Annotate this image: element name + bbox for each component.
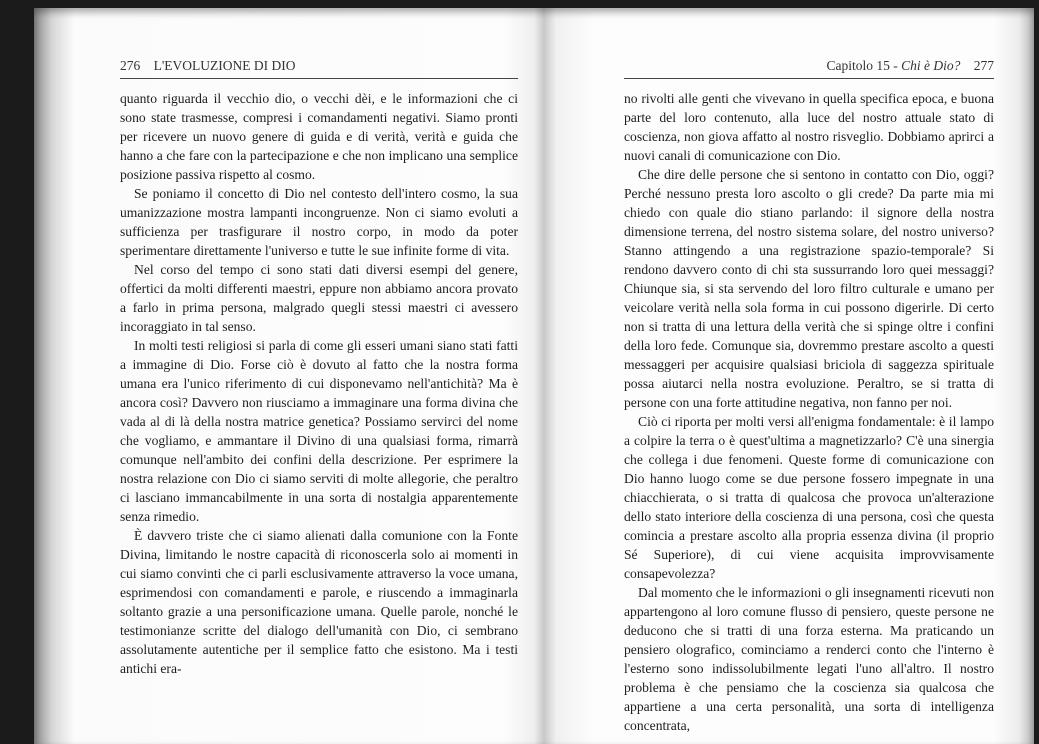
right-page-header	[624, 54, 994, 74]
header-rule	[120, 78, 518, 79]
paragraph: Dal momento che le informazioni o gli insegnamenti ricevuti non appartengono al loro comune flusso di pensiero, queste persone ne deducono che si tratti di una forza esterna. Ma praticando un pensiero olografico, cominciamo a renderci conto che l'interno è l'esterno sono indissolubilmente legati l'uno all'altro. Il nostro problema è che pensiamo che la coscienza sia qualcosa che appartiene a una certa personalità, una sorta di intelligenza concentrata,	[624, 585, 994, 733]
header-rule	[624, 78, 994, 79]
book-spread	[34, 8, 1034, 744]
paragraph: Ciò ci riporta per molti versi all'enigma fondamentale: è il lampo a colpire la terra o è quest'ultima a magnetizzarlo? C'è una sinergia che collega i due fenomeni. Queste forme di comunicazione con Dio hanno luogo come se due persone fossero impegnate in una chiacchierata, o si tratta di qualcosa che provoca un'alterazione dello stato interiore della coscienza di una persona, così che questa comincia a prestare ascolto alla propria essenza divina (il proprio Sé Superiore), di cui viene acquisita improvvisamente consapevolezza?	[624, 414, 994, 581]
paragraph: Se poniamo il concetto di Dio nel contesto dell'intero cosmo, la sua umanizzazione mostra lampanti incongruenze. Non ci siamo evoluti a sufficienza per trasfigurare il nostro corpo, in modo da poter sperimentare direttamente l'universo e tutte le sue infinite forme di vita.	[120, 186, 518, 258]
page-number: 277	[973, 58, 994, 73]
paragraph: È davvero triste che ci siamo alienati dalla comunione con la Fonte Divina, limitando le nostre capacità di riconoscerla solo ai momenti in cui siamo convinti che ci parli esclusivamente attraverso la voce umana, esprimendosi con comandamenti e parole, e riuscendo a immaginarla soltanto grazie a una personificazione umana. Quelle parole, nonché le testimonianze scritte del dialogo dell'umanità con Dio, ci sembrano assolutamente autentiche per il semplice fatto che esistono. Ma i testi antichi era-	[120, 528, 518, 676]
paragraph: quanto riguarda il vecchio dio, o vecchi dèi, e le informazioni che ci sono state trasmesse, compresi i comandamenti negativi. Siamo pronti per ricevere un nuovo genere di guida e di verità, verità e guida che hanno a che fare con la partecipazione e che non implicano una semplice posizione passiva rispetto al cosmo.	[120, 91, 518, 182]
left-page-header	[120, 54, 518, 74]
paragraph: no rivolti alle genti che vivevano in quella specifica epoca, e buona parte del loro contenuto, alla luce del nostro attuale stato di coscienza, non giova affatto al nostro risveglio. Dobbiamo aprirci a nuovi canali di comunicazione con Dio.	[624, 91, 994, 163]
page-number: 276	[120, 58, 141, 73]
running-title: L'EVOLUZIONE DI DIO	[153, 58, 296, 73]
chapter-label: Capitolo 15 -	[826, 58, 902, 73]
chapter-title: Chi è Dio?	[901, 58, 961, 73]
paragraph: In molti testi religiosi si parla di come gli esseri umani siano stati fatti a immagine di Dio. Forse ciò è dovuto al fatto che la nostra forma umana era l'unico riferimento di cui disponevamo nell'antichità? Ma è ancora così? Davvero non riusciamo a immaginare una forma divina che vada al di là della nostra matrice genetica? Possiamo servirci del nome che vogliamo, e ammantare il Divino di una qualsiasi forma, rimarrà comunque nell'ambito dei confini della descrizione. Per esprimere la nostra relazione con Dio ci siamo serviti di molte allegorie, che peraltro ci lasciano immancabilmente in una sorta di nostalgia apparentemente senza rimedio.	[120, 338, 518, 524]
paragraph: Nel corso del tempo ci sono stati dati diversi esempi del genere, offertici da molti differenti maestri, eppure non abbiamo ancora provato a farlo in prima persona, malgrado quegli stessi maestri ci avessero incoraggiato in tal senso.	[120, 262, 518, 334]
paragraph: Che dire delle persone che si sentono in contatto con Dio, oggi? Perché nessuno presta loro ascolto o gli crede? Da parte mia mi chiedo con quale dio stiano parlando: il signore della nostra dimensione terrena, del nostro sistema solare, del nostro universo? Stanno attingendo a una registrazione spazio-temporale? Si rendono davvero conto di chi sta sussurrando loro quei messaggi? Chiunque sia, si sta servendo del loro filtro culturale e umano per veicolare verità nella sola forma in cui possono digerirle. Di certo non si tratta di una lettura della verità che si spinge oltre i confini della loro fede. Comunque sia, dovremmo prestare ascolto a questi messaggeri per acquisire qualsiasi briciola di saggezza spirituale possa aiutarci nella nostra evoluzione. Peraltro, se si tratta di persone con una forte attitudine negativa, non fanno per noi.	[624, 167, 994, 410]
right-page	[624, 54, 994, 735]
left-page	[120, 54, 518, 678]
